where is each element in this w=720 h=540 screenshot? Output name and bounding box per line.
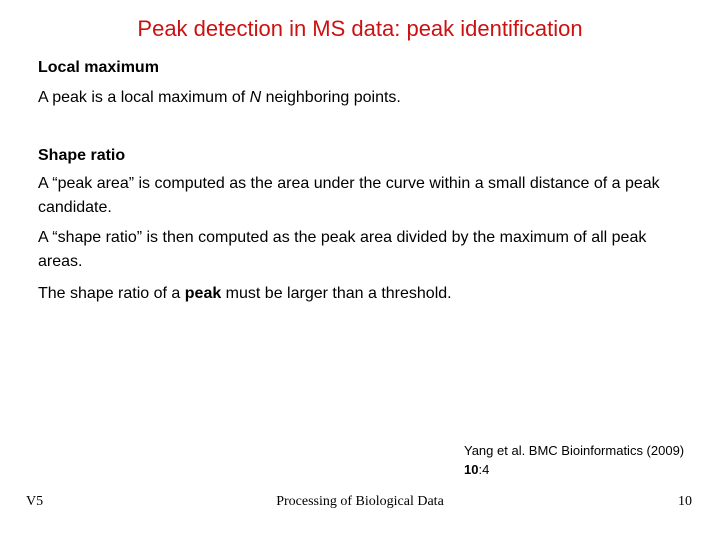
citation-issue: :4: [478, 462, 490, 477]
citation-volume: 10: [464, 462, 479, 477]
slide-title: Peak detection in MS data: peak identification: [137, 16, 583, 41]
local-maximum-text: [38, 86, 678, 110]
shape-ratio-paragraph-3-bold: peak: [184, 285, 222, 302]
footer-version: V5: [26, 494, 44, 509]
local-maximum-text-pre: A peak is a local maximum of: [38, 89, 250, 106]
shape-ratio-paragraph-3-post: must be larger than a threshold.: [221, 285, 452, 302]
local-maximum-heading: Local maximum: [38, 59, 159, 76]
shape-ratio-paragraph-2: A “shape ratio” is then computed as the peak area divided by the maximum of all peak areas.: [38, 229, 647, 270]
shape-ratio-heading: Shape ratio: [38, 147, 126, 164]
footer-page-number: 10: [678, 494, 692, 509]
shape-ratio-paragraph-3: [38, 282, 678, 306]
shape-ratio-paragraph-1: A “peak area” is computed as the area under the curve within a small distance of a peak candidate.: [38, 175, 660, 216]
citation-line-1: Yang et al. BMC Bioinformatics (2009): [464, 443, 685, 458]
local-maximum-text-n: N: [249, 89, 262, 106]
footer-course-title: Processing of Biological Data: [276, 494, 444, 509]
citation-line-2: [464, 460, 684, 479]
citation: [464, 441, 684, 479]
shape-ratio-paragraph-3-pre: The shape ratio of a: [38, 285, 185, 302]
local-maximum-text-post: neighboring points.: [261, 89, 401, 106]
